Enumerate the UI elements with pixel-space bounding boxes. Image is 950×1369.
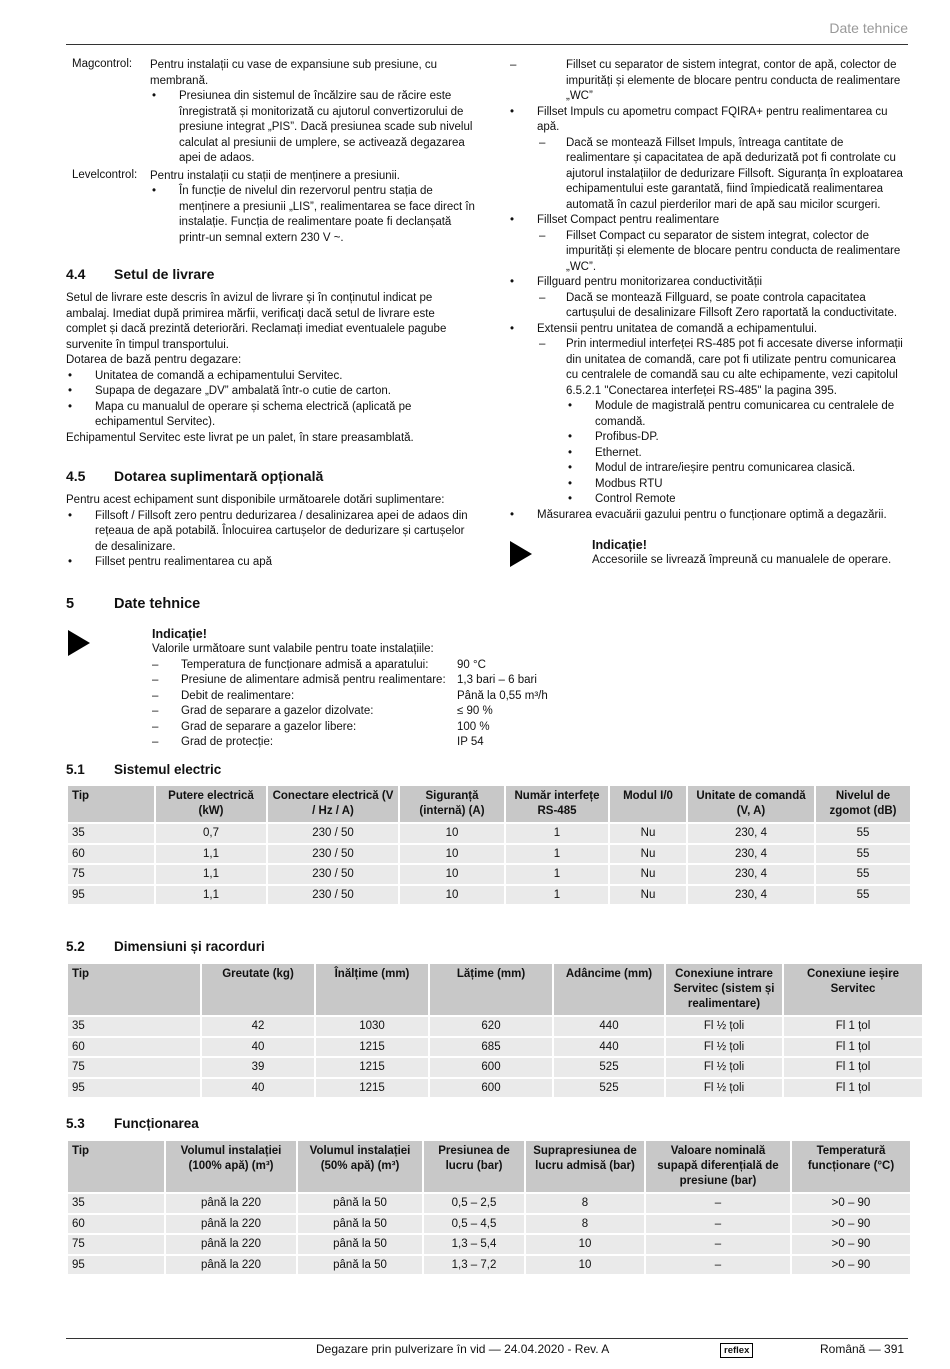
table-row: 75 39 1215 600 525 Fl ½ țoli Fl 1 țol — [68, 1058, 922, 1077]
paragraph: Setul de livrare este descris în avizul de livrare și în conținutul indicat pe ambalaj. Imediat după primirea mărfii, verificați dacă setul de livrare este complet și dacă prezintă deteriorări. Reclamați imediat eventualele pagube survenite în timpul transportului. — [66, 292, 447, 351]
column-header: Conectare electrică (V / Hz / A) — [268, 786, 398, 822]
table-row: 35 până la 220 până la 50 0,5 – 2,5 8 – >0 – 90 — [68, 1194, 910, 1213]
note-box — [66, 626, 916, 751]
def-text: Pentru instalații cu stații de menținere a presiunii. — [150, 169, 400, 182]
property-row: – Presiune de alimentare admisă pentru realimentare: 1,3 bari – 6 bari — [152, 674, 537, 686]
table-row: 95 până la 220 până la 50 1,3 – 7,2 10 – >0 – 90 — [68, 1256, 910, 1275]
def-magcontrol — [66, 58, 478, 167]
column-header: Modul I/0 — [610, 786, 686, 822]
list-item: • Fillset pentru realimentarea cu apă — [66, 555, 478, 571]
column-header: Volumul instalației (100% apă) (m³) — [166, 1141, 296, 1192]
note-box — [508, 537, 908, 569]
column-header: Nivelul de zgomot (dB) — [816, 786, 910, 822]
property-row: – Grad de protecție: IP 54 — [152, 736, 484, 748]
sub-sub-item: • Control Remote — [566, 492, 908, 508]
note-title: Indicație! — [592, 538, 647, 552]
accessory-list — [508, 105, 908, 524]
table-row: 95 40 1215 600 525 Fl ½ țoli Fl 1 țol — [68, 1079, 922, 1098]
header-rule — [66, 44, 908, 45]
def-term: Magcontrol: — [72, 58, 133, 70]
def-bullet: • Presiunea din sistemul de încălzire sau de răcire este înregistrată și monitorizată cu ajutorul convertizorului de presiune integrat „PIS”. Dacă presiunea scade sub nivelul calculat al presiunii de umplere, se activează degazarea apei de adaos. — [150, 89, 478, 167]
column-header: Tip — [68, 964, 200, 1015]
list-item: • Unitatea de comandă a echipamentului Servitec. — [66, 369, 478, 385]
column-header: Putere electrică (kW) — [156, 786, 266, 822]
section-5-2-heading: 5.2 Dimensiuni și racorduri — [66, 939, 265, 954]
note-title: Indicație! — [152, 627, 207, 641]
column-header: Presiunea de lucru (bar) — [424, 1141, 524, 1192]
sub-item: – Dacă se montează Fillset Impuls, întreaga cantitate de realimentare și capacitatea de apă dedurizată pot fi controlate cu ajutorul instalațiilor de dedurizare Fillsoft. Siguranța în exploatarea echipamentului este garantată, fiind împiedicată realimentarea automată în cazul pierderilor mari de apă sau micilor scurgeri. — [537, 136, 908, 214]
sub-item: – Prin intermediul interfeței RS-485 pot fi accesate diverse informații din unitatea de comandă, care pot fi utilizate pentru comunicarea cu centralele de comandă sau cu alte echipamente, vezi capitolul 6.5.2.1 "Conectarea interfeței RS-485" la pagina 395. — [537, 337, 908, 399]
note-arrow-icon — [510, 541, 532, 567]
operation-table — [66, 1139, 912, 1276]
sub-sub-item: • Profibus-DP. — [566, 430, 908, 446]
options-list — [66, 509, 478, 571]
def-term: Levelcontrol: — [72, 168, 138, 181]
table-row: 95 1,1 230 / 50 10 1 Nu 230, 4 55 — [68, 886, 910, 905]
column-header: Siguranță (internă) (A) — [400, 786, 504, 822]
column-header: Greutate (kg) — [202, 964, 314, 1015]
list-item: • Măsurarea evacuării gazului pentru o funcționare optimă a degazării. — [508, 508, 908, 524]
section-5-3-heading: 5.3 Funcționarea — [66, 1116, 199, 1131]
column-header: Suprapresiunea de lucru admisă (bar) — [526, 1141, 644, 1192]
dimensions-table — [66, 962, 924, 1099]
electrical-table — [66, 784, 912, 906]
section-5-1-heading: 5.1 Sistemul electric — [66, 762, 222, 777]
table-row: 75 1,1 230 / 50 10 1 Nu 230, 4 55 — [68, 865, 910, 884]
table-row: 60 40 1215 685 440 Fl ½ țoli Fl 1 țol — [68, 1038, 922, 1057]
property-row: – Grad de separare a gazelor dizolvate: ≤ 90 % — [152, 705, 493, 717]
property-row: – Debit de realimentare: Până la 0,55 m³/h — [152, 689, 548, 702]
def-text: Pentru instalații cu vase de expansiune sub presiune, cu membrană. — [150, 59, 438, 87]
footer-doc-info: Degazare prin pulverizare în vid — 24.04.2020 - Rev. A — [316, 1342, 610, 1356]
sub-item: – Dacă se montează Fillguard, se poate controla capacitatea cartușului de desalinizare Fillsoft Zero raportată la conductivitate. — [537, 291, 908, 322]
paragraph: Dotarea de bază pentru degazare: — [66, 354, 242, 366]
note-arrow-icon — [68, 630, 90, 656]
sub-sub-item: • Module de magistrală pentru comunicarea cu centralele de comandă. — [566, 399, 908, 430]
table-row: 75 până la 220 până la 50 1,3 – 5,4 10 – >0 – 90 — [68, 1235, 910, 1254]
properties-list — [152, 658, 548, 751]
section-4-4-heading: 4.4 Setul de livrare — [66, 266, 215, 282]
column-header: Tip — [68, 786, 154, 822]
column-header: Conexiune ieșire Servitec — [784, 964, 922, 1015]
section-5-heading: 5 Date tehnice — [66, 596, 201, 612]
delivery-list — [66, 369, 478, 431]
left-column — [66, 58, 478, 571]
list-item: • Fillset Impuls cu apometru compact FQIRA+ pentru realimentarea cu apă. – Dacă se montează Fillset Impuls, întreaga cantitate de realimentare și capacitatea de apă dedurizată pot fi controlate cu ajutorul instalațiilor de dedurizare Fillsoft. Siguranța în exploatarea echipamentului este garantată, fiind împiedicată realimentarea automată în cazul pierderilor mari de apă sau micilor scurgeri. — [508, 105, 908, 214]
def-bullet: • În funcție de nivelul din rezervorul pentru stația de menținere a presiunii „LIS”, realimentarea se face direct în instalație. Funcția de realimentare poate fi declanșată printr-un semnal extern 230 V ~. — [150, 184, 478, 246]
table-header-row — [68, 786, 910, 822]
sub-item: – Fillset Compact cu separator de sistem integrat, colector de impurități și elemente de blocare pentru conducta de realimentare „WC”. — [537, 229, 908, 276]
paragraph: Pentru acest echipament sunt disponibile următoarele dotări suplimentare: — [66, 494, 445, 506]
column-header: Unitate de comandă (V, A) — [688, 786, 814, 822]
column-header: Înălțime (mm) — [316, 964, 428, 1015]
note-text: Valorile următoare sunt valabile pentru toate instalațiile: — [152, 643, 434, 655]
column-header: Temperatură funcționare (°C) — [792, 1141, 910, 1192]
footer-rule — [66, 1338, 908, 1339]
list-item: • Supapa de degazare „DV” ambalată într-o cutie de carton. — [66, 384, 478, 400]
list-item: • Extensii pentru unitatea de comandă a echipamentului. – Prin intermediul interfeței RS-485 pot fi accesate diverse informații din unitatea de comandă, care pot fi utilizate pentru comunicarea cu centralele de comandă sau cu alte echipamente, vezi capitolul 6.5.2.1 "Conectarea interfeței RS-485" la pagina 395. • Module de magistrală pentru comunicarea cu centralele de comandă. • Profibus-DP. • Ethernet. • Modul de intrare/ieșire pentru comunicarea clasică. • Modbus RTU • Control Remote — [508, 322, 908, 508]
def-levelcontrol — [66, 169, 478, 247]
list-item: • Mapa cu manualul de operare și schema electrică (aplicată pe echipamentul Servitec). — [66, 400, 478, 431]
property-row: – Temperatura de funcționare admisă a aparatului: 90 °C — [152, 658, 486, 671]
list-item: – Fillset cu separator de sistem integrat, contor de apă, colector de impurități și elemente de blocare pentru conducta de realimentare „WC” — [508, 58, 908, 105]
list-item: • Fillsoft / Fillsoft zero pentru dedurizarea / desalinizarea apei de adaos din rețeaua de apă potabilă. Înlocuirea cartușelor de dedurizare și cartușelor de desalinizare. — [66, 509, 478, 556]
column-header: Adâncime (mm) — [554, 964, 664, 1015]
sub-sub-item: • Modbus RTU — [566, 477, 908, 493]
column-header: Conexiune intrare Servitec (sistem și realimentare) — [666, 964, 782, 1015]
list-item: • Fillset Compact pentru realimentare – Fillset Compact cu separator de sistem integrat, colector de impurități și elemente de blocare pentru conducta de realimentare „WC”. — [508, 213, 908, 275]
table-row: 35 0,7 230 / 50 10 1 Nu 230, 4 55 — [68, 824, 910, 843]
column-header: Valoare nominală supapă diferențială de presiune (bar) — [646, 1141, 790, 1192]
right-column — [508, 58, 908, 569]
section-4-5-heading: 4.5 Dotarea suplimentară opțională — [66, 468, 324, 484]
footer-page-number: Română — 391 — [820, 1342, 905, 1356]
table-header-row — [68, 964, 922, 1015]
column-header: Tip — [68, 1141, 164, 1192]
reflex-logo: reflex — [720, 1343, 753, 1358]
table-row: 60 1,1 230 / 50 10 1 Nu 230, 4 55 — [68, 845, 910, 864]
note-text: Accesoriile se livrează împreună cu manualele de operare. — [592, 554, 892, 566]
section-5 — [66, 596, 916, 751]
sub-sub-item: • Modul de intrare/ieșire pentru comunicarea clasică. — [566, 461, 908, 477]
table-header-row — [68, 1141, 910, 1192]
table-row: 35 42 1030 620 440 Fl ½ țoli Fl 1 țol — [68, 1017, 922, 1036]
paragraph: Echipamentul Servitec este livrat pe un palet, în stare preasamblată. — [66, 431, 414, 444]
column-header: Volumul instalației (50% apă) (m³) — [298, 1141, 422, 1192]
property-row: – Grad de separare a gazelor libere: 100 % — [152, 720, 490, 733]
sub-sub-item: • Ethernet. — [566, 446, 908, 462]
list-item: • Fillguard pentru monitorizarea conductivității – Dacă se montează Fillguard, se poate controla capacitatea cartușului de desalinizare Fillsoft Zero raportată la conductivitate. — [508, 275, 908, 322]
column-header: Lățime (mm) — [430, 964, 552, 1015]
column-header: Număr interfețe RS-485 — [506, 786, 608, 822]
table-row: 60 până la 220 până la 50 0,5 – 4,5 8 – >0 – 90 — [68, 1215, 910, 1234]
header-title: Date tehnice — [829, 20, 908, 36]
